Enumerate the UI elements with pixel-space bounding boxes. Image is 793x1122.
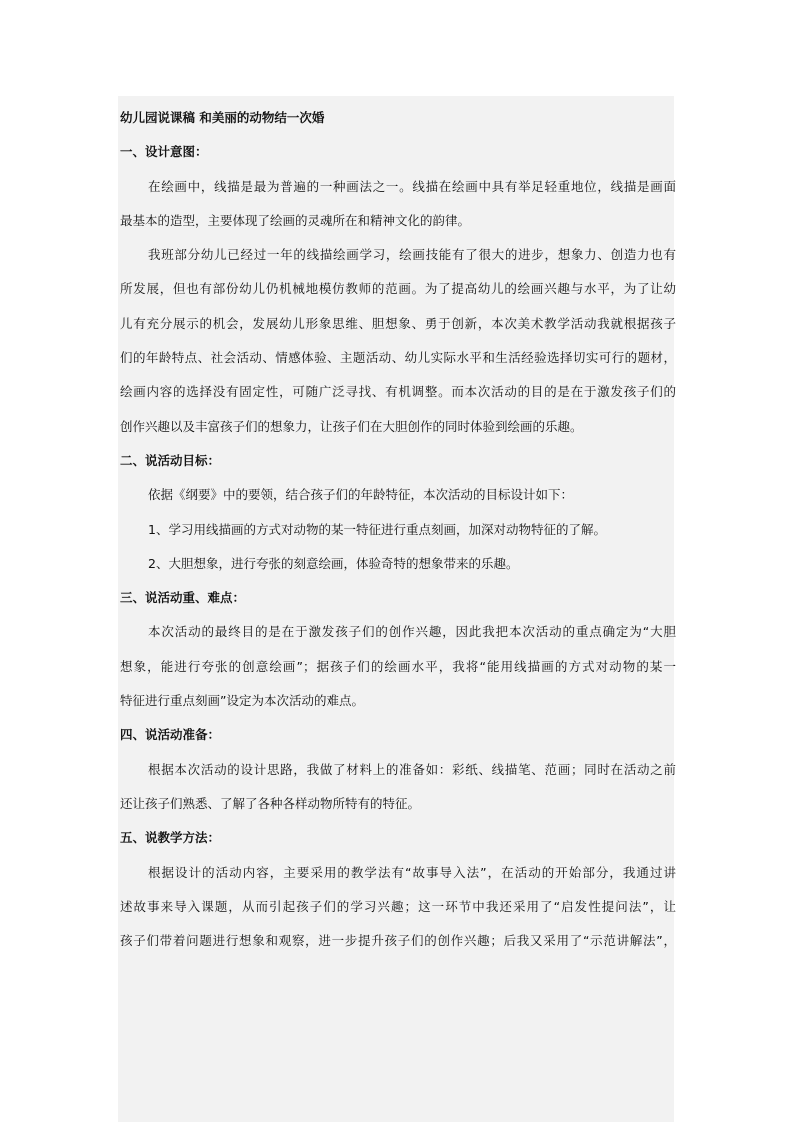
section-heading: 二、说活动目标： (120, 452, 221, 468)
paragraph-line: 创作兴趣以及丰富孩子们的想象力，让孩子们在大胆创作的同时体验到绘画的乐趣。 (120, 418, 583, 434)
section-heading: 三、说活动重、难点： (120, 590, 246, 606)
paragraph-line: 根据设计的活动内容，主要采用的教学法有“故事导入法”，在活动的开始部分，我通过讲 (148, 864, 676, 880)
paragraph-line: 儿有充分展示的机会，发展幼儿形象思维、胆想象、勇于创新，本次美术教学活动我就根据孩子 (120, 315, 676, 331)
paragraph-line: 根据本次活动的设计思路，我做了材料上的准备如：彩纸、线描笔、范画；同时在活动之前 (148, 761, 676, 777)
section-heading: 四、说活动准备： (120, 727, 221, 743)
list-item: 1、学习用线描画的方式对动物的某一特征进行重点刻画，加深对动物特征的了解。 (148, 521, 606, 537)
paragraph-line: 在绘画中，线描是最为普遍的一种画法之一。线描在绘画中具有举足轻重地位，线描是画面 (148, 178, 676, 194)
section-heading: 五、说教学方法： (120, 830, 221, 846)
paragraph-line: 我班部分幼儿已经过一年的线描绘画学习，绘画技能有了很大的进步，想象力、创造力也有 (148, 247, 676, 263)
list-item: 2、大胆想象，进行夸张的刻意绘画，体验奇特的想象带来的乐趣。 (148, 555, 519, 571)
paragraph-line: 还让孩子们熟悉、了解了各种各样动物所特有的特征。 (120, 795, 421, 811)
paragraph-line: 本次活动的最终目的是在于激发孩子们的创作兴趣，因此我把本次活动的重点确定为“大胆 (148, 624, 676, 640)
section-heading: 一、设计意图： (120, 144, 208, 160)
paragraph-line: 们的年龄特点、社会活动、情感体验、主题活动、幼儿实际水平和生活经验选择切实可行的题材， (120, 350, 676, 366)
paragraph-line: 特征进行重点刻画”设定为本次活动的难点。 (120, 693, 364, 709)
paragraph-line: 想象，能进行夸张的创意绘画”；据孩子们的绘画水平，我将“能用线描画的方式对动物的某一 (120, 658, 676, 674)
paragraph-line: 最基本的造型，主要体现了绘画的灵魂所在和精神文化的韵律。 (120, 212, 471, 228)
paragraph-line: 所发展，但也有部份幼儿仍机械地模仿教师的范画。为了提高幼儿的绘画兴趣与水平，为了让幼 (120, 281, 676, 297)
paragraph-line: 依据《纲要》中的要领，结合孩子们的年龄特征，本次活动的目标设计如下： (148, 487, 574, 503)
paragraph-line: 述故事来导入课题，从而引起孩子们的学习兴趣；这一环节中我还采用了“启发性提问法”，让 (120, 898, 676, 914)
document-body (120, 101, 676, 958)
paragraph-line: 绘画内容的选择没有固定性，可随广泛寻找、有机调整。而本次活动的目的是在于激发孩子们的 (120, 384, 676, 400)
paragraph-line: 孩子们带着问题进行想象和观察，进一步提升孩子们的创作兴趣；后我又采用了“示范讲解法”， (120, 933, 676, 949)
document-title: 幼儿园说课稿 和美丽的动物结一次婚 (120, 110, 325, 125)
